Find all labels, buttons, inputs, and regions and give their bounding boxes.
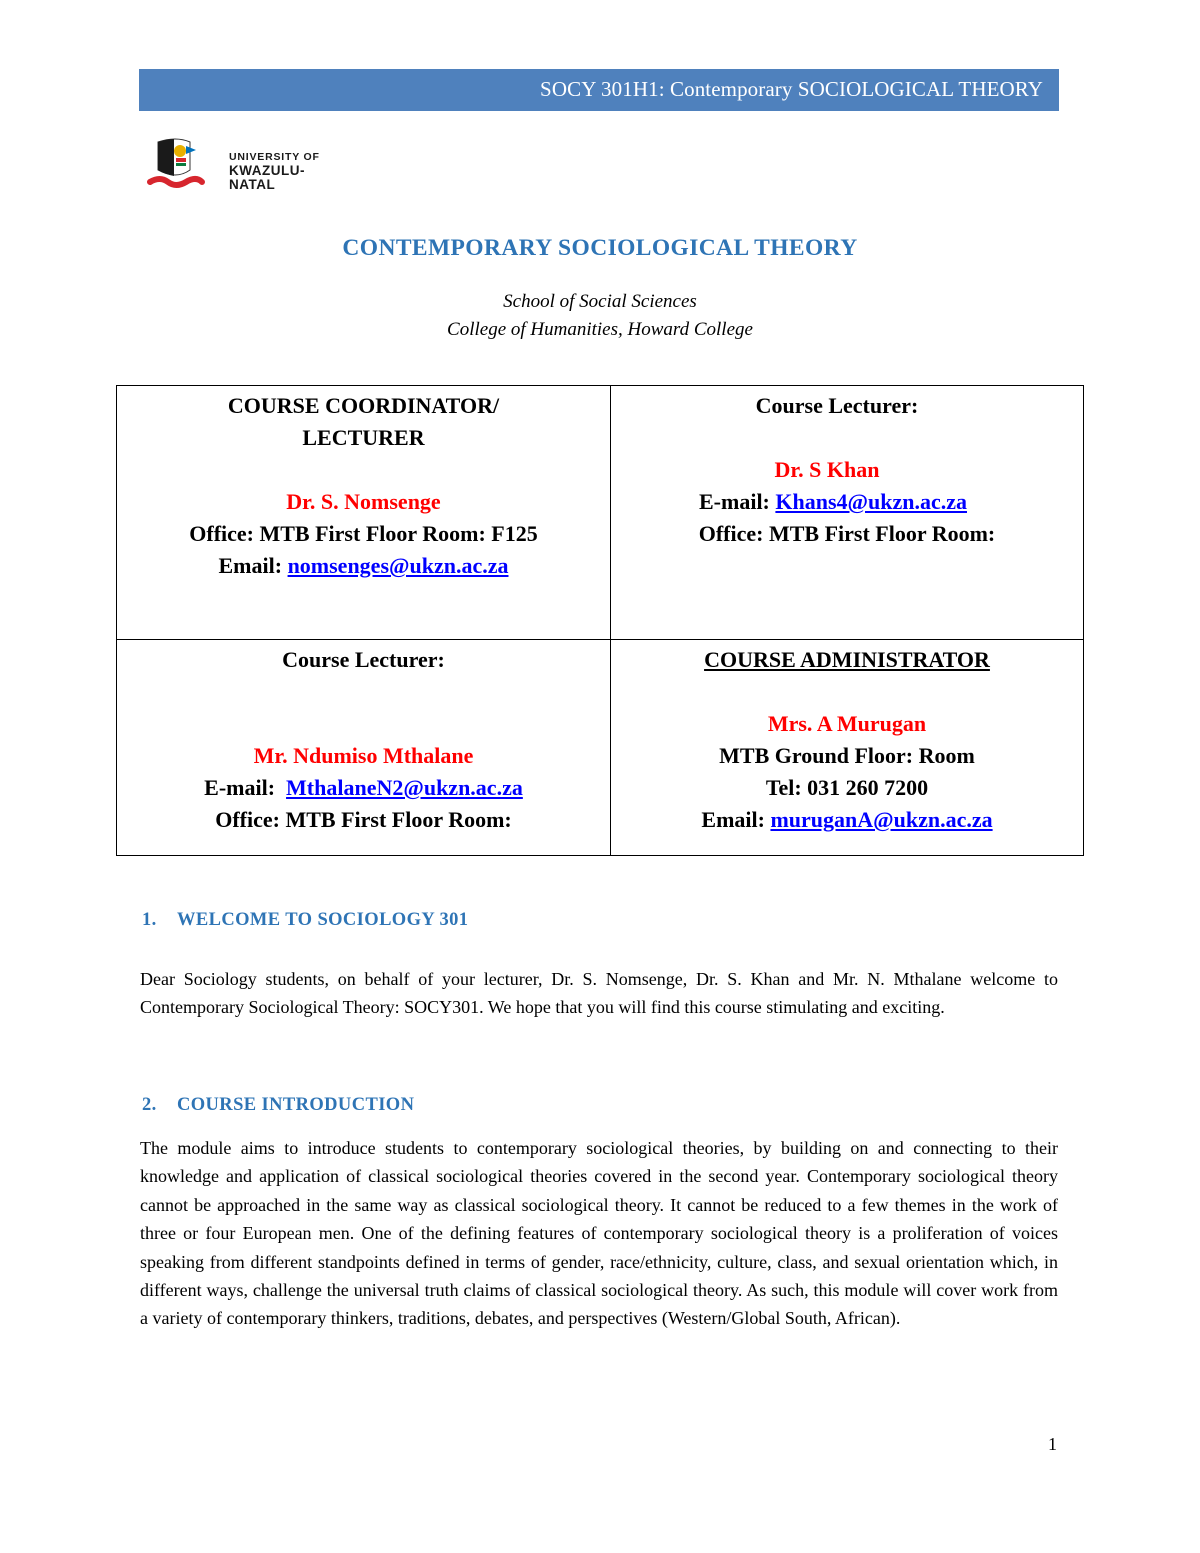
administrator-tel: Tel: 031 260 7200 — [765, 775, 929, 800]
section-2-number: 2. — [142, 1095, 157, 1115]
contact-table — [116, 385, 1084, 856]
document-title: CONTEMPORARY SOCIOLOGICAL THEORY — [342, 235, 858, 261]
section-2-heading — [142, 1095, 414, 1116]
ukzn-crest-icon — [146, 136, 220, 200]
lecturer2-heading: Course Lecturer: — [282, 647, 445, 672]
lecturer1-email-link[interactable]: Khans4@ukzn.ac.za — [775, 489, 967, 514]
lecturer1-email-label: E-mail: — [699, 489, 770, 514]
table-row-divider — [117, 639, 1083, 640]
lecturer1-email-row — [583, 486, 1083, 518]
coordinator-cell — [117, 390, 610, 582]
university-logo — [146, 136, 346, 200]
page-number: 1 — [1048, 1434, 1057, 1454]
lecturer2-email-label: E-mail: — [204, 775, 276, 800]
lecturer2-office: Office: MTB First Floor Room: — [215, 807, 512, 832]
coordinator-name: Dr. S. Nomsenge — [286, 489, 441, 514]
lecturer2-cell — [117, 644, 610, 836]
administrator-name: Mrs. A Murugan — [767, 711, 927, 736]
coordinator-office: Office: MTB First Floor Room: F125 — [189, 521, 538, 546]
logo-line-1: UNIVERSITY OF — [229, 151, 320, 163]
lecturer2-email-link[interactable]: MthalaneN2@ukzn.ac.za — [286, 775, 523, 800]
lecturer2-email-row — [117, 772, 610, 804]
section-1-title: WELCOME TO SOCIOLOGY 301 — [177, 910, 469, 930]
section-2-title: COURSE INTRODUCTION — [177, 1095, 415, 1115]
lecturer1-office: Office: MTB First Floor Room: — [698, 521, 996, 546]
logo-wordmark — [229, 150, 346, 192]
school-name: School of Social Sciences — [503, 291, 697, 312]
lecturer1-name: Dr. S Khan — [774, 457, 880, 482]
logo-line-2: KWAZULU-NATAL — [229, 163, 305, 192]
coordinator-email-row — [117, 550, 610, 582]
running-header — [139, 69, 1059, 111]
coordinator-email-label: Email: — [218, 553, 283, 578]
college-name: College of Humanities, Howard College — [447, 319, 753, 340]
lecturer1-heading: Course Lecturer: — [755, 393, 919, 418]
lecturer1-cell — [611, 390, 1083, 550]
section-1-number: 1. — [142, 910, 157, 930]
section-1-heading — [142, 910, 468, 931]
lecturer2-name: Mr. Ndumiso Mthalane — [253, 743, 474, 768]
administrator-email-label: Email: — [701, 807, 765, 832]
section-1-body: Dear Sociology students, on behalf of your lecturer, Dr. S. Nomsenge, Dr. S. Khan and Mr. N. Mthalane welcome to Contemporary Sociological Theory: SOCY301. We hope that you will find this course stimulating and exciting. — [140, 969, 1058, 1018]
administrator-email-row — [611, 804, 1083, 836]
administrator-email-link[interactable]: muruganA@ukzn.ac.za — [770, 807, 993, 832]
administrator-cell — [611, 644, 1083, 836]
administrator-office: MTB Ground Floor: Room — [719, 743, 975, 768]
administrator-heading: COURSE ADMINISTRATOR — [704, 647, 990, 672]
section-2-body: The module aims to introduce students to contemporary sociological theories, by building on and connecting to their knowledge and application of classical sociological theories covered in the second year. Contemporary sociological theory cannot be approached in the same way as classical sociological theory. It cannot be reduced to a few themes in the work of three or four European men. One of the defining features of contemporary sociological theory is a proliferation of voices speaking from different standpoints defined in terms of gender, race/ethnicity, culture, class, and sexual orientation which, in different ways, challenge the universal truth claims of classical sociological theory. As such, this module will cover work from a variety of contemporary thinkers, traditions, debates, and perspectives (Western/Global South, African). — [140, 1138, 1058, 1329]
coordinator-heading-line1: COURSE COORDINATOR/ — [227, 393, 500, 418]
coordinator-email-link[interactable]: nomsenges@ukzn.ac.za — [287, 553, 509, 578]
running-header-title: SOCY 301H1: Contemporary SOCIOLOGICAL THEORY — [540, 77, 1043, 101]
coordinator-heading-line2: LECTURER — [302, 425, 425, 450]
